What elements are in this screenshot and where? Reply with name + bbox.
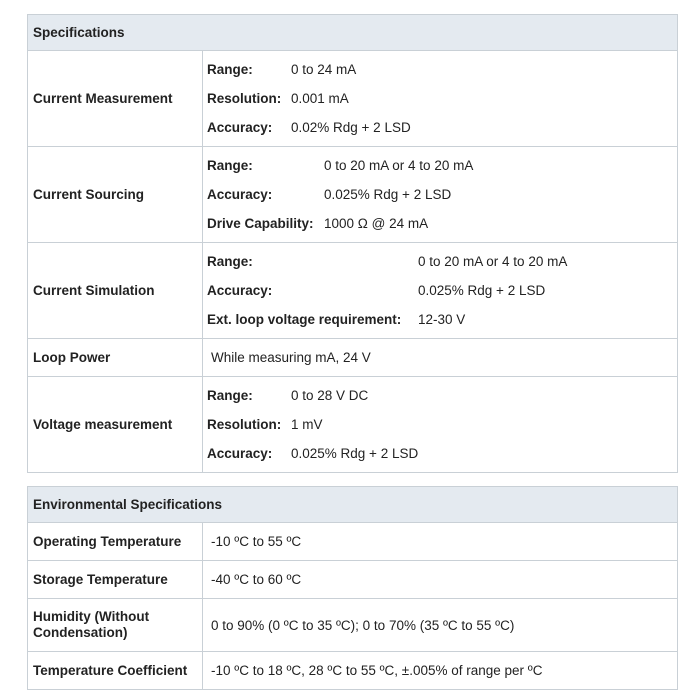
cs-range-value: 0 to 20 mA or 4 to 20 mA (324, 158, 474, 173)
environmental-header: Environmental Specifications (28, 487, 678, 523)
cm-resolution-key: Resolution: (207, 91, 282, 106)
csim-ext-loop-key: Ext. loop voltage requirement: (207, 312, 402, 327)
csim-ext-loop-value: 12-30 V (418, 312, 466, 327)
current-measurement-subtable (207, 55, 415, 142)
cm-range-value: 0 to 24 mA (291, 62, 357, 77)
csim-range-key: Range: (207, 254, 253, 269)
loop-power-value: While measuring mA, 24 V (203, 339, 678, 377)
current-measurement-values (203, 51, 678, 147)
csim-range-value: 0 to 20 mA or 4 to 20 mA (418, 254, 568, 269)
csim-accuracy-row (207, 276, 571, 305)
cm-range-row (207, 55, 415, 84)
humidity-label-line2: Condensation) (33, 625, 128, 640)
cm-resolution-value: 0.001 mA (291, 91, 349, 106)
cs-drive-key: Drive Capability: (207, 216, 314, 231)
environmental-specifications-table (27, 486, 678, 690)
operating-temperature-label: Operating Temperature (28, 523, 203, 561)
current-sourcing-values (203, 147, 678, 243)
cm-resolution-row (207, 84, 415, 113)
current-sourcing-subtable (207, 151, 477, 238)
vm-accuracy-key: Accuracy: (207, 446, 273, 461)
humidity-label (28, 599, 203, 652)
csim-ext-loop-row (207, 305, 571, 334)
cm-range-key: Range: (207, 62, 253, 77)
storage-temperature-row (28, 561, 678, 599)
humidity-value: 0 to 90% (0 ºC to 35 ºC); 0 to 70% (35 ºC to 55 ºC) (203, 599, 678, 652)
voltage-measurement-values (203, 377, 678, 473)
cm-accuracy-row (207, 113, 415, 142)
voltage-measurement-subtable (207, 381, 422, 468)
storage-temperature-value: -40 ºC to 60 ºC (203, 561, 678, 599)
storage-temperature-label: Storage Temperature (28, 561, 203, 599)
cm-accuracy-value: 0.02% Rdg + 2 LSD (291, 120, 411, 135)
specifications-header-row (28, 15, 678, 51)
cs-accuracy-row (207, 180, 477, 209)
cm-accuracy-key: Accuracy: (207, 120, 273, 135)
current-measurement-row (28, 51, 678, 147)
temperature-coefficient-value: -10 ºC to 18 ºC, 28 ºC to 55 ºC, ±.005% of range per ºC (203, 652, 678, 690)
temperature-coefficient-row (28, 652, 678, 690)
current-simulation-label: Current Simulation (28, 243, 203, 339)
current-simulation-subtable (207, 247, 571, 334)
temperature-coefficient-label: Temperature Coefficient (28, 652, 203, 690)
cs-accuracy-key: Accuracy: (207, 187, 273, 202)
cs-range-row (207, 151, 477, 180)
vm-resolution-key: Resolution: (207, 417, 282, 432)
cs-drive-row (207, 209, 477, 238)
vm-range-key: Range: (207, 388, 253, 403)
current-sourcing-label: Current Sourcing (28, 147, 203, 243)
csim-accuracy-value: 0.025% Rdg + 2 LSD (418, 283, 546, 298)
voltage-measurement-row (28, 377, 678, 473)
cs-accuracy-value: 0.025% Rdg + 2 LSD (324, 187, 452, 202)
vm-accuracy-row (207, 439, 422, 468)
current-sourcing-row (28, 147, 678, 243)
vm-range-value: 0 to 28 V DC (291, 388, 369, 403)
vm-range-row (207, 381, 422, 410)
environmental-header-row (28, 487, 678, 523)
csim-range-row (207, 247, 571, 276)
current-measurement-label: Current Measurement (28, 51, 203, 147)
vm-resolution-value: 1 mV (291, 417, 323, 432)
vm-resolution-row (207, 410, 422, 439)
voltage-measurement-label: Voltage measurement (28, 377, 203, 473)
vm-accuracy-value: 0.025% Rdg + 2 LSD (291, 446, 419, 461)
csim-accuracy-key: Accuracy: (207, 283, 273, 298)
specifications-table (27, 14, 678, 473)
operating-temperature-value: -10 ºC to 55 ºC (203, 523, 678, 561)
loop-power-row (28, 339, 678, 377)
humidity-row (28, 599, 678, 652)
cs-drive-value: 1000 Ω @ 24 mA (324, 216, 429, 231)
loop-power-label: Loop Power (28, 339, 203, 377)
current-simulation-values (203, 243, 678, 339)
specifications-header: Specifications (28, 15, 678, 51)
cs-range-key: Range: (207, 158, 253, 173)
operating-temperature-row (28, 523, 678, 561)
current-simulation-row (28, 243, 678, 339)
humidity-label-line1: Humidity (Without (33, 609, 150, 624)
